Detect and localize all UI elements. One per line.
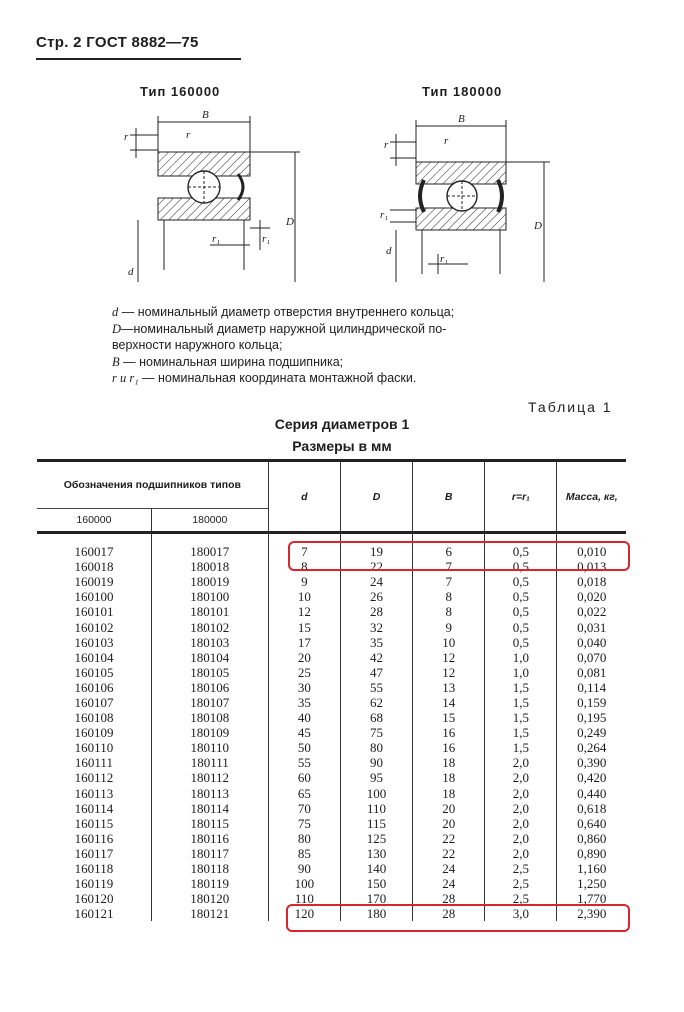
table-row xyxy=(37,770,626,785)
table-cell: 0,022 xyxy=(557,604,626,619)
table-cell: 42 xyxy=(340,650,412,665)
table-cell: 55 xyxy=(268,755,340,770)
bearing-drawing-180000 xyxy=(378,104,558,284)
header-D: D xyxy=(340,461,412,533)
table-cell: 180119 xyxy=(151,876,268,891)
table-cell: 180104 xyxy=(151,650,268,665)
svg-text:r: r xyxy=(384,139,389,151)
page-header: Стр. 2 ГОСТ 8882—75 xyxy=(36,34,199,51)
svg-text:r₁: r₁ xyxy=(262,233,271,245)
table-cell: 95 xyxy=(340,770,412,785)
table-cell: 180120 xyxy=(151,891,268,906)
table-cell: 0,264 xyxy=(557,740,626,755)
table-row xyxy=(37,665,626,680)
svg-text:r: r xyxy=(124,131,129,143)
header-B: B xyxy=(413,461,485,533)
highlight-last-row xyxy=(286,904,630,932)
table-cell: 180108 xyxy=(151,710,268,725)
legend-line: верхности наружного кольца; xyxy=(112,338,283,352)
table-cell: 160105 xyxy=(74,664,114,680)
table-cell: 160112 xyxy=(74,770,114,786)
table-cell: 2,5 xyxy=(485,861,557,876)
svg-text:d: d xyxy=(386,245,392,257)
table-cell: 160107 xyxy=(74,694,114,710)
table-row xyxy=(37,786,626,801)
table-cell: 180115 xyxy=(151,816,268,831)
table-cell: 80 xyxy=(340,740,412,755)
table-cell: 9 xyxy=(268,574,340,589)
table-cell: 180102 xyxy=(151,619,268,634)
table-cell: 12 xyxy=(413,665,485,680)
table-row xyxy=(37,740,626,755)
table-cell: 180 xyxy=(340,906,412,921)
bearing-drawing-160000 xyxy=(110,100,310,285)
table-cell: 12 xyxy=(268,604,340,619)
table-cell: 160115 xyxy=(74,815,114,831)
table-cell: 2,0 xyxy=(485,846,557,861)
table-cell: 0,890 xyxy=(557,846,626,861)
header-160000: 160000 xyxy=(76,514,112,526)
table-cell: 180112 xyxy=(151,770,268,785)
series-title: Серия диаметров 1 xyxy=(274,416,410,432)
table-cell: 40 xyxy=(268,710,340,725)
table-cell: 180105 xyxy=(151,665,268,680)
table-cell: 0,618 xyxy=(557,801,626,816)
table-cell: 1,5 xyxy=(485,725,557,740)
table-cell: 110 xyxy=(340,801,412,816)
table-cell: 62 xyxy=(340,695,412,710)
table-cell: 22 xyxy=(413,831,485,846)
table-cell: 0,5 xyxy=(485,559,557,574)
table-cell: 0,860 xyxy=(557,831,626,846)
legend xyxy=(112,304,552,387)
table-cell: 0,159 xyxy=(557,695,626,710)
table-cell: 160017 xyxy=(74,544,114,560)
table-cell: 180114 xyxy=(151,801,268,816)
table-cell: 1,0 xyxy=(485,650,557,665)
table-cell: 55 xyxy=(340,680,412,695)
table-cell: 8 xyxy=(268,559,340,574)
table-cell: 1,250 xyxy=(557,876,626,891)
table-cell: 0,5 xyxy=(485,604,557,619)
table-cell: 160118 xyxy=(74,861,114,877)
table-cell: 16 xyxy=(413,725,485,740)
table-cell: 2,5 xyxy=(485,891,557,906)
table-cell: 0,5 xyxy=(485,574,557,589)
table-cell: 45 xyxy=(268,725,340,740)
table-cell: 180100 xyxy=(151,589,268,604)
table-cell: 160106 xyxy=(74,679,114,695)
table-cell: 28 xyxy=(413,906,485,921)
table-cell: 19 xyxy=(340,533,412,560)
table-cell: 0,420 xyxy=(557,770,626,785)
table-row xyxy=(37,619,626,634)
table-cell: 160019 xyxy=(74,574,114,590)
table-cell: 6 xyxy=(413,533,485,560)
table-cell: 180017 xyxy=(151,533,268,560)
table-cell: 1,5 xyxy=(485,695,557,710)
table-cell: 47 xyxy=(340,665,412,680)
table-cell: 125 xyxy=(340,831,412,846)
table-cell: 180110 xyxy=(151,740,268,755)
table-cell: 160110 xyxy=(74,740,114,756)
table-row xyxy=(37,755,626,770)
table-cell: 28 xyxy=(340,604,412,619)
table-cell: 28 xyxy=(413,891,485,906)
table-cell: 0,5 xyxy=(485,619,557,634)
table-cell: 1,5 xyxy=(485,710,557,725)
table-cell: 30 xyxy=(268,680,340,695)
table-cell: 9 xyxy=(413,619,485,634)
table-row xyxy=(37,604,626,619)
table-cell: 2,5 xyxy=(485,876,557,891)
table-row xyxy=(37,635,626,650)
table-cell: 8 xyxy=(413,604,485,619)
label-B: B xyxy=(202,109,209,121)
svg-text:r₁: r₁ xyxy=(212,233,221,245)
legend-line: r и r₁ — номинальная координата монтажной фаски. xyxy=(112,371,417,385)
table-cell: 22 xyxy=(340,559,412,574)
table-cell: 16 xyxy=(413,740,485,755)
table-cell: 32 xyxy=(340,619,412,634)
table-cell: 0,070 xyxy=(557,650,626,665)
table-cell: 7 xyxy=(413,559,485,574)
table-cell: 65 xyxy=(268,786,340,801)
table-cell: 60 xyxy=(268,770,340,785)
table-cell: 13 xyxy=(413,680,485,695)
table-cell: 0,040 xyxy=(557,635,626,650)
table-cell: 160108 xyxy=(74,710,114,726)
table-cell: 160103 xyxy=(74,634,114,650)
table-cell: 75 xyxy=(268,816,340,831)
table-row xyxy=(37,695,626,710)
table-row xyxy=(37,725,626,740)
table-cell: 26 xyxy=(340,589,412,604)
header-r: r=r₁ xyxy=(485,461,557,533)
table-cell: 10 xyxy=(413,635,485,650)
table-cell: 8 xyxy=(413,589,485,604)
table-cell: 24 xyxy=(340,574,412,589)
table-cell: 180117 xyxy=(151,846,268,861)
table-cell: 180116 xyxy=(151,831,268,846)
legend-line: B — номинальная ширина подшипника; xyxy=(112,354,344,369)
svg-text:r: r xyxy=(444,135,449,147)
highlight-first-row xyxy=(288,541,630,571)
table-cell: 24 xyxy=(413,861,485,876)
table-cell: 160117 xyxy=(74,845,114,861)
table-cell: 0,5 xyxy=(485,533,557,560)
table-cell: 20 xyxy=(413,801,485,816)
table-cell: 180103 xyxy=(151,635,268,650)
table-cell: 20 xyxy=(268,650,340,665)
table-cell: 18 xyxy=(413,770,485,785)
table-cell: 90 xyxy=(340,755,412,770)
units-title: Размеры в мм xyxy=(292,438,392,454)
table-cell: 170 xyxy=(340,891,412,906)
table-cell: 160116 xyxy=(74,830,114,846)
table-cell: 0,114 xyxy=(557,680,626,695)
table-row xyxy=(37,801,626,816)
table-cell: 0,081 xyxy=(557,665,626,680)
table-cell: 0,010 xyxy=(557,533,626,560)
table-cell: 180101 xyxy=(151,604,268,619)
table-row xyxy=(37,846,626,861)
table-cell: 130 xyxy=(340,846,412,861)
table-cell: 7 xyxy=(268,533,340,560)
table-cell: 2,0 xyxy=(485,786,557,801)
svg-text:d: d xyxy=(128,266,134,278)
table-cell: 160104 xyxy=(74,649,114,665)
table-cell: 90 xyxy=(268,861,340,876)
table-cell: 1,770 xyxy=(557,891,626,906)
figure-title-180000: Тип 180000 xyxy=(422,84,503,99)
table-cell: 0,640 xyxy=(557,816,626,831)
table-cell: 22 xyxy=(413,846,485,861)
table-cell: 0,249 xyxy=(557,725,626,740)
table-row xyxy=(37,574,626,589)
dimensions-table xyxy=(37,459,626,921)
table-cell: 160102 xyxy=(74,619,114,635)
table-cell: 20 xyxy=(413,816,485,831)
table-cell: 0,390 xyxy=(557,755,626,770)
table-cell: 160018 xyxy=(74,559,114,575)
table-cell: 2,0 xyxy=(485,816,557,831)
table-cell: 2,0 xyxy=(485,770,557,785)
table-row xyxy=(37,861,626,876)
table-cell: 85 xyxy=(268,846,340,861)
header-d: d xyxy=(268,461,340,533)
table-cell: 15 xyxy=(268,619,340,634)
svg-text:r₁: r₁ xyxy=(380,209,389,221)
table-cell: 18 xyxy=(413,755,485,770)
header-rule xyxy=(36,58,241,60)
table-cell: 2,0 xyxy=(485,755,557,770)
table-cell: 150 xyxy=(340,876,412,891)
table-cell: 160109 xyxy=(74,725,114,741)
table-cell: 35 xyxy=(340,635,412,650)
table-cell: 180121 xyxy=(151,906,268,921)
svg-text:B: B xyxy=(458,113,465,125)
table-cell: 110 xyxy=(268,891,340,906)
table-cell: 140 xyxy=(340,861,412,876)
table-cell: 0,018 xyxy=(557,574,626,589)
table-cell: 24 xyxy=(413,876,485,891)
table-cell: 0,013 xyxy=(557,559,626,574)
table-cell: 100 xyxy=(340,786,412,801)
svg-text:r₁: r₁ xyxy=(440,253,449,265)
table-cell: 180018 xyxy=(151,559,268,574)
header-180000: 180000 xyxy=(151,509,268,533)
table-cell: 3,0 xyxy=(485,906,557,921)
table-cell: 180118 xyxy=(151,861,268,876)
table-cell: 115 xyxy=(340,816,412,831)
table-cell: 180113 xyxy=(151,786,268,801)
table-cell: 180107 xyxy=(151,695,268,710)
table-cell: 2,0 xyxy=(485,831,557,846)
table-cell: 2,0 xyxy=(485,801,557,816)
table-cell: 0,5 xyxy=(485,589,557,604)
table-cell: 50 xyxy=(268,740,340,755)
table-cell: 35 xyxy=(268,695,340,710)
table-cell: 0,031 xyxy=(557,619,626,634)
table-cell: 14 xyxy=(413,695,485,710)
svg-text:r: r xyxy=(186,129,191,141)
table-cell: 180019 xyxy=(151,574,268,589)
table-cell: 17 xyxy=(268,635,340,650)
table-cell: 160111 xyxy=(74,755,113,771)
table-cell: 160120 xyxy=(74,891,114,907)
table-cell: 1,0 xyxy=(485,665,557,680)
table-row xyxy=(37,710,626,725)
table-cell: 7 xyxy=(413,574,485,589)
table-cell: 160113 xyxy=(74,785,114,801)
table-cell: 160100 xyxy=(74,589,114,605)
table-row xyxy=(37,831,626,846)
legend-line: D—номинальный диаметр наружной цилиндрической по- xyxy=(112,321,447,336)
table-label: Таблица 1 xyxy=(528,399,613,415)
svg-text:D: D xyxy=(534,220,542,232)
svg-text:D: D xyxy=(286,216,294,228)
table-cell: 180106 xyxy=(151,680,268,695)
table-cell: 2,390 xyxy=(557,906,626,921)
table-cell: 180111 xyxy=(151,755,268,770)
table-cell: 12 xyxy=(413,650,485,665)
table-cell: 0,020 xyxy=(557,589,626,604)
table-cell: 1,5 xyxy=(485,740,557,755)
table-cell: 0,5 xyxy=(485,635,557,650)
table-cell: 80 xyxy=(268,831,340,846)
table-cell: 10 xyxy=(268,589,340,604)
table-cell: 160121 xyxy=(74,906,114,922)
table-row xyxy=(37,680,626,695)
table-cell: 25 xyxy=(268,665,340,680)
table-cell: 180109 xyxy=(151,725,268,740)
table-cell: 75 xyxy=(340,725,412,740)
table-cell: 160114 xyxy=(74,800,114,816)
header-bearing-designations: Обозначения подшипников типов xyxy=(37,461,268,509)
table-cell: 120 xyxy=(268,906,340,921)
table-cell: 15 xyxy=(413,710,485,725)
table-cell: 1,160 xyxy=(557,861,626,876)
table-cell: 160119 xyxy=(74,876,114,892)
table-row xyxy=(37,650,626,665)
table-row xyxy=(37,876,626,891)
table-cell: 68 xyxy=(340,710,412,725)
table-cell: 160101 xyxy=(74,604,114,620)
table-cell: 0,195 xyxy=(557,710,626,725)
legend-line: d — номинальный диаметр отверстия внутреннего кольца; xyxy=(112,305,455,319)
table-cell: 0,440 xyxy=(557,786,626,801)
table-row xyxy=(37,589,626,604)
table-row xyxy=(37,816,626,831)
header-mass: Масса, кг, xyxy=(557,461,626,533)
table-cell: 70 xyxy=(268,801,340,816)
table-cell: 100 xyxy=(268,876,340,891)
table-cell: 18 xyxy=(413,786,485,801)
figure-title-160000: Тип 160000 xyxy=(140,84,221,99)
table-cell: 1,5 xyxy=(485,680,557,695)
